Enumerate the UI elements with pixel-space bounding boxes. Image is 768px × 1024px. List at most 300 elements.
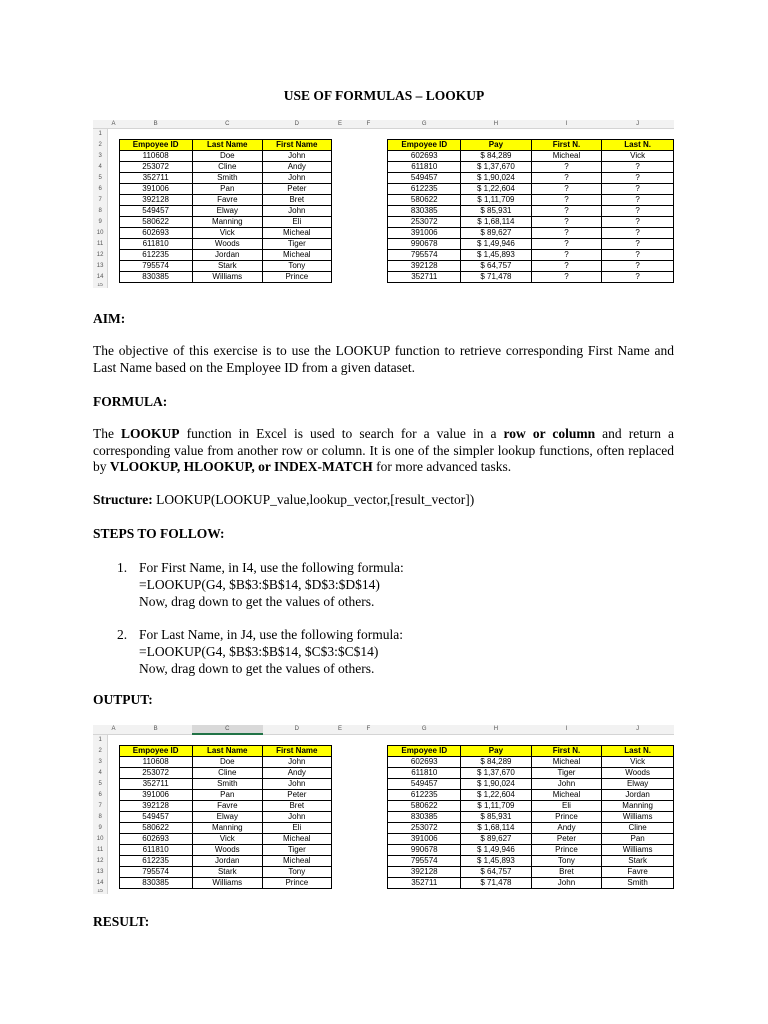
cell[interactable]: 830385 [388, 206, 461, 217]
cell[interactable]: 352711 [119, 779, 192, 790]
cell[interactable] [331, 272, 349, 283]
cell[interactable] [349, 250, 388, 261]
cell[interactable] [331, 779, 349, 790]
cell[interactable]: John [263, 151, 331, 162]
cell[interactable]: Tony [263, 261, 331, 272]
cell[interactable]: Stark [192, 261, 263, 272]
cell[interactable] [331, 261, 349, 272]
row-number[interactable]: 1 [93, 129, 108, 140]
cell[interactable]: Vick [192, 834, 263, 845]
cell[interactable]: Cline [192, 162, 263, 173]
cell[interactable] [108, 856, 120, 867]
cell[interactable]: 391006 [119, 790, 192, 801]
cell[interactable]: ? [602, 217, 674, 228]
cell[interactable]: 795574 [388, 250, 461, 261]
cell[interactable] [349, 283, 388, 289]
cell[interactable]: $ 1,22,604 [461, 184, 532, 195]
cell[interactable] [331, 250, 349, 261]
cell[interactable] [331, 801, 349, 812]
cell[interactable] [349, 812, 388, 823]
row-number[interactable]: 3 [93, 151, 108, 162]
cell[interactable] [331, 845, 349, 856]
cell[interactable] [263, 734, 331, 746]
cell[interactable]: Smith [602, 878, 674, 889]
row-number[interactable]: 8 [93, 206, 108, 217]
cell[interactable]: ? [531, 272, 602, 283]
cell[interactable] [108, 746, 120, 757]
cell[interactable]: 392128 [388, 261, 461, 272]
row-number[interactable]: 6 [93, 790, 108, 801]
cell[interactable] [331, 790, 349, 801]
cell[interactable]: ? [602, 272, 674, 283]
cell[interactable]: $ 1,49,946 [461, 239, 532, 250]
header-cell[interactable]: Pay [461, 140, 532, 151]
cell[interactable] [108, 272, 120, 283]
cell[interactable]: Pan [602, 834, 674, 845]
cell[interactable]: ? [602, 261, 674, 272]
cell[interactable]: 110608 [119, 757, 192, 768]
cell[interactable]: Tiger [531, 768, 602, 779]
cell[interactable]: Williams [192, 272, 263, 283]
cell[interactable] [108, 823, 120, 834]
column-header[interactable]: C [192, 120, 263, 129]
cell[interactable]: $ 71,478 [461, 878, 532, 889]
cell[interactable] [331, 151, 349, 162]
cell[interactable] [349, 889, 388, 895]
cell[interactable]: 830385 [119, 878, 192, 889]
row-number[interactable]: 8 [93, 812, 108, 823]
cell[interactable] [602, 734, 674, 746]
row-number[interactable]: 10 [93, 834, 108, 845]
cell[interactable] [108, 195, 120, 206]
cell[interactable] [331, 283, 349, 289]
cell[interactable] [349, 173, 388, 184]
cell[interactable]: Bret [263, 195, 331, 206]
header-cell[interactable]: Empoyee ID [388, 746, 461, 757]
cell[interactable]: Smith [192, 173, 263, 184]
cell[interactable]: 549457 [388, 779, 461, 790]
cell[interactable]: 990678 [388, 239, 461, 250]
cell[interactable]: 391006 [119, 184, 192, 195]
cell[interactable] [349, 834, 388, 845]
cell[interactable]: Favre [192, 195, 263, 206]
cell[interactable]: 580622 [119, 217, 192, 228]
cell[interactable] [388, 734, 461, 746]
cell[interactable]: 795574 [388, 856, 461, 867]
cell[interactable]: Elway [602, 779, 674, 790]
row-number[interactable]: 10 [93, 228, 108, 239]
row-number[interactable]: 12 [93, 856, 108, 867]
cell[interactable]: 549457 [388, 173, 461, 184]
cell[interactable]: John [263, 757, 331, 768]
column-header[interactable]: J [602, 120, 674, 129]
cell[interactable]: Prince [263, 272, 331, 283]
cell[interactable] [331, 757, 349, 768]
cell[interactable] [108, 239, 120, 250]
cell[interactable]: $ 71,478 [461, 272, 532, 283]
cell[interactable] [349, 206, 388, 217]
row-number[interactable]: 2 [93, 140, 108, 151]
row-number[interactable]: 4 [93, 768, 108, 779]
cell[interactable]: Doe [192, 757, 263, 768]
column-header[interactable]: F [349, 120, 388, 129]
cell[interactable]: Woods [192, 239, 263, 250]
cell[interactable] [331, 746, 349, 757]
cell[interactable]: John [263, 812, 331, 823]
cell[interactable]: 990678 [388, 845, 461, 856]
cell[interactable]: $ 1,45,893 [461, 856, 532, 867]
cell[interactable]: 253072 [388, 823, 461, 834]
cell[interactable]: 795574 [119, 867, 192, 878]
cell[interactable] [461, 129, 532, 140]
cell[interactable] [108, 768, 120, 779]
cell[interactable]: John [263, 206, 331, 217]
cell[interactable]: $ 1,11,709 [461, 801, 532, 812]
cell[interactable]: John [531, 878, 602, 889]
cell[interactable]: Stark [192, 867, 263, 878]
cell[interactable]: $ 64,757 [461, 261, 532, 272]
cell[interactable] [108, 261, 120, 272]
cell[interactable]: Micheal [263, 856, 331, 867]
row-number[interactable]: 14 [93, 878, 108, 889]
cell[interactable]: John [531, 779, 602, 790]
cell[interactable] [531, 129, 602, 140]
cell[interactable]: ? [602, 195, 674, 206]
cell[interactable]: Micheal [531, 151, 602, 162]
cell[interactable]: 391006 [388, 834, 461, 845]
cell[interactable]: Bret [263, 801, 331, 812]
column-header[interactable]: E [331, 725, 349, 734]
cell[interactable]: ? [531, 184, 602, 195]
cell[interactable]: Micheal [263, 834, 331, 845]
cell[interactable] [108, 867, 120, 878]
cell[interactable] [349, 878, 388, 889]
header-cell[interactable]: Pay [461, 746, 532, 757]
cell[interactable]: ? [531, 195, 602, 206]
cell[interactable] [331, 856, 349, 867]
cell[interactable]: $ 89,627 [461, 834, 532, 845]
cell[interactable] [263, 283, 331, 289]
row-number[interactable]: 6 [93, 184, 108, 195]
cell[interactable]: 611810 [119, 845, 192, 856]
cell[interactable] [108, 228, 120, 239]
cell[interactable] [263, 889, 331, 895]
cell[interactable] [349, 856, 388, 867]
column-header[interactable]: A [108, 120, 120, 129]
cell[interactable]: $ 1,11,709 [461, 195, 532, 206]
cell[interactable]: Eli [263, 217, 331, 228]
column-header[interactable]: G [388, 120, 461, 129]
header-cell[interactable]: First Name [263, 746, 331, 757]
column-header[interactable]: A [108, 725, 120, 734]
cell[interactable]: Andy [531, 823, 602, 834]
cell[interactable]: 352711 [388, 878, 461, 889]
cell[interactable] [331, 823, 349, 834]
cell[interactable]: Tony [263, 867, 331, 878]
cell[interactable]: Bret [531, 867, 602, 878]
cell[interactable]: $ 64,757 [461, 867, 532, 878]
cell[interactable]: 253072 [119, 162, 192, 173]
cell[interactable]: $ 1,22,604 [461, 790, 532, 801]
cell[interactable]: Tony [531, 856, 602, 867]
cell[interactable]: 253072 [388, 217, 461, 228]
cell[interactable]: $ 1,37,670 [461, 162, 532, 173]
column-header[interactable]: B [119, 120, 192, 129]
cell[interactable] [119, 889, 192, 895]
cell[interactable] [331, 228, 349, 239]
column-header[interactable]: G [388, 725, 461, 734]
cell[interactable] [331, 834, 349, 845]
cell[interactable] [349, 867, 388, 878]
cell[interactable] [531, 889, 602, 895]
cell[interactable] [108, 812, 120, 823]
header-cell[interactable]: First Name [263, 140, 331, 151]
cell[interactable]: John [263, 173, 331, 184]
cell[interactable] [108, 801, 120, 812]
cell[interactable]: Vick [192, 228, 263, 239]
cell[interactable] [602, 283, 674, 289]
cell[interactable]: 549457 [119, 812, 192, 823]
cell[interactable]: $ 1,68,114 [461, 217, 532, 228]
cell[interactable] [349, 746, 388, 757]
row-number[interactable]: 13 [93, 867, 108, 878]
cell[interactable]: 352711 [119, 173, 192, 184]
cell[interactable] [108, 834, 120, 845]
cell[interactable] [349, 195, 388, 206]
cell[interactable]: 612235 [119, 250, 192, 261]
cell[interactable]: 602693 [388, 757, 461, 768]
cell[interactable]: 795574 [119, 261, 192, 272]
cell[interactable]: 549457 [119, 206, 192, 217]
cell[interactable]: ? [602, 184, 674, 195]
header-cell[interactable]: Last Name [192, 140, 263, 151]
cell[interactable]: ? [602, 173, 674, 184]
cell[interactable]: Micheal [263, 228, 331, 239]
cell[interactable] [192, 734, 263, 746]
row-number[interactable]: 15 [93, 889, 108, 895]
cell[interactable]: $ 1,49,946 [461, 845, 532, 856]
cell[interactable]: $ 1,45,893 [461, 250, 532, 261]
cell[interactable]: 391006 [388, 228, 461, 239]
cell[interactable] [331, 734, 349, 746]
cell[interactable] [331, 812, 349, 823]
cell[interactable] [108, 790, 120, 801]
cell[interactable] [531, 734, 602, 746]
cell[interactable]: Williams [602, 845, 674, 856]
cell[interactable]: Jordan [602, 790, 674, 801]
cell[interactable]: Micheal [531, 757, 602, 768]
cell[interactable]: Peter [263, 790, 331, 801]
cell[interactable]: Manning [192, 823, 263, 834]
column-header[interactable]: F [349, 725, 388, 734]
row-number[interactable]: 11 [93, 845, 108, 856]
column-header[interactable]: J [602, 725, 674, 734]
column-header[interactable]: B [119, 725, 192, 734]
cell[interactable]: Woods [602, 768, 674, 779]
cell[interactable]: Eli [263, 823, 331, 834]
cell[interactable]: Cline [192, 768, 263, 779]
header-cell[interactable]: Last Name [192, 746, 263, 757]
cell[interactable] [349, 272, 388, 283]
cell[interactable] [349, 140, 388, 151]
cell[interactable] [349, 845, 388, 856]
header-cell[interactable]: Empoyee ID [119, 140, 192, 151]
row-number[interactable]: 14 [93, 272, 108, 283]
cell[interactable]: ? [531, 261, 602, 272]
cell[interactable] [388, 889, 461, 895]
cell[interactable]: Manning [602, 801, 674, 812]
cell[interactable]: Jordan [192, 856, 263, 867]
cell[interactable]: $ 85,931 [461, 812, 532, 823]
cell[interactable]: Micheal [531, 790, 602, 801]
header-cell[interactable]: First N. [531, 746, 602, 757]
cell[interactable] [349, 151, 388, 162]
cell[interactable] [192, 283, 263, 289]
row-number[interactable]: 5 [93, 779, 108, 790]
cell[interactable]: 580622 [388, 801, 461, 812]
column-header[interactable] [93, 725, 108, 734]
cell[interactable] [331, 768, 349, 779]
cell[interactable]: Williams [192, 878, 263, 889]
cell[interactable]: Pan [192, 790, 263, 801]
cell[interactable] [349, 779, 388, 790]
cell[interactable]: Smith [192, 779, 263, 790]
cell[interactable] [349, 239, 388, 250]
cell[interactable]: Andy [263, 768, 331, 779]
cell[interactable]: Favre [602, 867, 674, 878]
cell[interactable] [461, 283, 532, 289]
column-header[interactable]: E [331, 120, 349, 129]
cell[interactable]: 612235 [119, 856, 192, 867]
cell[interactable]: Manning [192, 217, 263, 228]
cell[interactable] [349, 129, 388, 140]
cell[interactable]: 602693 [119, 228, 192, 239]
cell[interactable]: 611810 [119, 239, 192, 250]
cell[interactable] [108, 184, 120, 195]
cell[interactable] [331, 195, 349, 206]
cell[interactable] [108, 151, 120, 162]
cell[interactable]: ? [531, 206, 602, 217]
cell[interactable] [192, 889, 263, 895]
cell[interactable]: 611810 [388, 162, 461, 173]
cell[interactable] [461, 734, 532, 746]
cell[interactable] [461, 889, 532, 895]
cell[interactable] [349, 757, 388, 768]
row-number[interactable]: 1 [93, 734, 108, 746]
cell[interactable] [349, 823, 388, 834]
cell[interactable]: Eli [531, 801, 602, 812]
cell[interactable]: Williams [602, 812, 674, 823]
cell[interactable]: Prince [531, 845, 602, 856]
cell[interactable]: ? [531, 162, 602, 173]
cell[interactable] [331, 129, 349, 140]
cell[interactable]: Peter [263, 184, 331, 195]
column-header[interactable]: H [461, 725, 532, 734]
cell[interactable] [331, 140, 349, 151]
cell[interactable] [349, 217, 388, 228]
cell[interactable]: 612235 [388, 184, 461, 195]
cell[interactable]: $ 1,68,114 [461, 823, 532, 834]
cell[interactable] [602, 129, 674, 140]
header-cell[interactable]: First N. [531, 140, 602, 151]
cell[interactable]: Vick [602, 151, 674, 162]
row-number[interactable]: 12 [93, 250, 108, 261]
cell[interactable]: Favre [192, 801, 263, 812]
cell[interactable]: 602693 [119, 834, 192, 845]
cell[interactable] [531, 283, 602, 289]
cell[interactable]: 253072 [119, 768, 192, 779]
row-number[interactable]: 9 [93, 217, 108, 228]
cell[interactable]: ? [531, 173, 602, 184]
column-header[interactable]: D [263, 725, 331, 734]
cell[interactable] [108, 217, 120, 228]
column-header[interactable]: C [192, 725, 263, 734]
cell[interactable] [108, 757, 120, 768]
cell[interactable]: Elway [192, 812, 263, 823]
cell[interactable]: 392128 [119, 195, 192, 206]
cell[interactable]: ? [602, 250, 674, 261]
column-header[interactable]: D [263, 120, 331, 129]
cell[interactable]: Prince [263, 878, 331, 889]
cell[interactable] [108, 206, 120, 217]
cell[interactable]: Jordan [192, 250, 263, 261]
row-number[interactable]: 9 [93, 823, 108, 834]
cell[interactable]: Prince [531, 812, 602, 823]
cell[interactable]: $ 89,627 [461, 228, 532, 239]
cell[interactable] [119, 734, 192, 746]
header-cell[interactable]: Empoyee ID [119, 746, 192, 757]
header-cell[interactable]: Last N. [602, 140, 674, 151]
cell[interactable] [349, 790, 388, 801]
cell[interactable]: Elway [192, 206, 263, 217]
cell[interactable] [602, 889, 674, 895]
cell[interactable]: 830385 [119, 272, 192, 283]
cell[interactable] [331, 217, 349, 228]
cell[interactable] [331, 889, 349, 895]
cell[interactable] [349, 261, 388, 272]
cell[interactable]: Tiger [263, 239, 331, 250]
cell[interactable] [388, 129, 461, 140]
cell[interactable] [119, 283, 192, 289]
column-header[interactable]: H [461, 120, 532, 129]
cell[interactable]: Cline [602, 823, 674, 834]
row-number[interactable]: 7 [93, 195, 108, 206]
cell[interactable]: Woods [192, 845, 263, 856]
cell[interactable]: 352711 [388, 272, 461, 283]
cell[interactable] [349, 162, 388, 173]
cell[interactable] [108, 283, 120, 289]
cell[interactable] [331, 878, 349, 889]
cell[interactable]: Vick [602, 757, 674, 768]
row-number[interactable]: 4 [93, 162, 108, 173]
cell[interactable]: $ 85,931 [461, 206, 532, 217]
cell[interactable]: 392128 [388, 867, 461, 878]
cell[interactable] [192, 129, 263, 140]
cell[interactable] [388, 283, 461, 289]
cell[interactable]: 611810 [388, 768, 461, 779]
cell[interactable] [331, 173, 349, 184]
cell[interactable]: Pan [192, 184, 263, 195]
cell[interactable]: John [263, 779, 331, 790]
cell[interactable]: ? [531, 250, 602, 261]
cell[interactable] [331, 867, 349, 878]
cell[interactable] [108, 129, 120, 140]
cell[interactable] [331, 206, 349, 217]
column-header[interactable] [93, 120, 108, 129]
cell[interactable] [108, 162, 120, 173]
cell[interactable] [108, 140, 120, 151]
cell[interactable] [349, 184, 388, 195]
